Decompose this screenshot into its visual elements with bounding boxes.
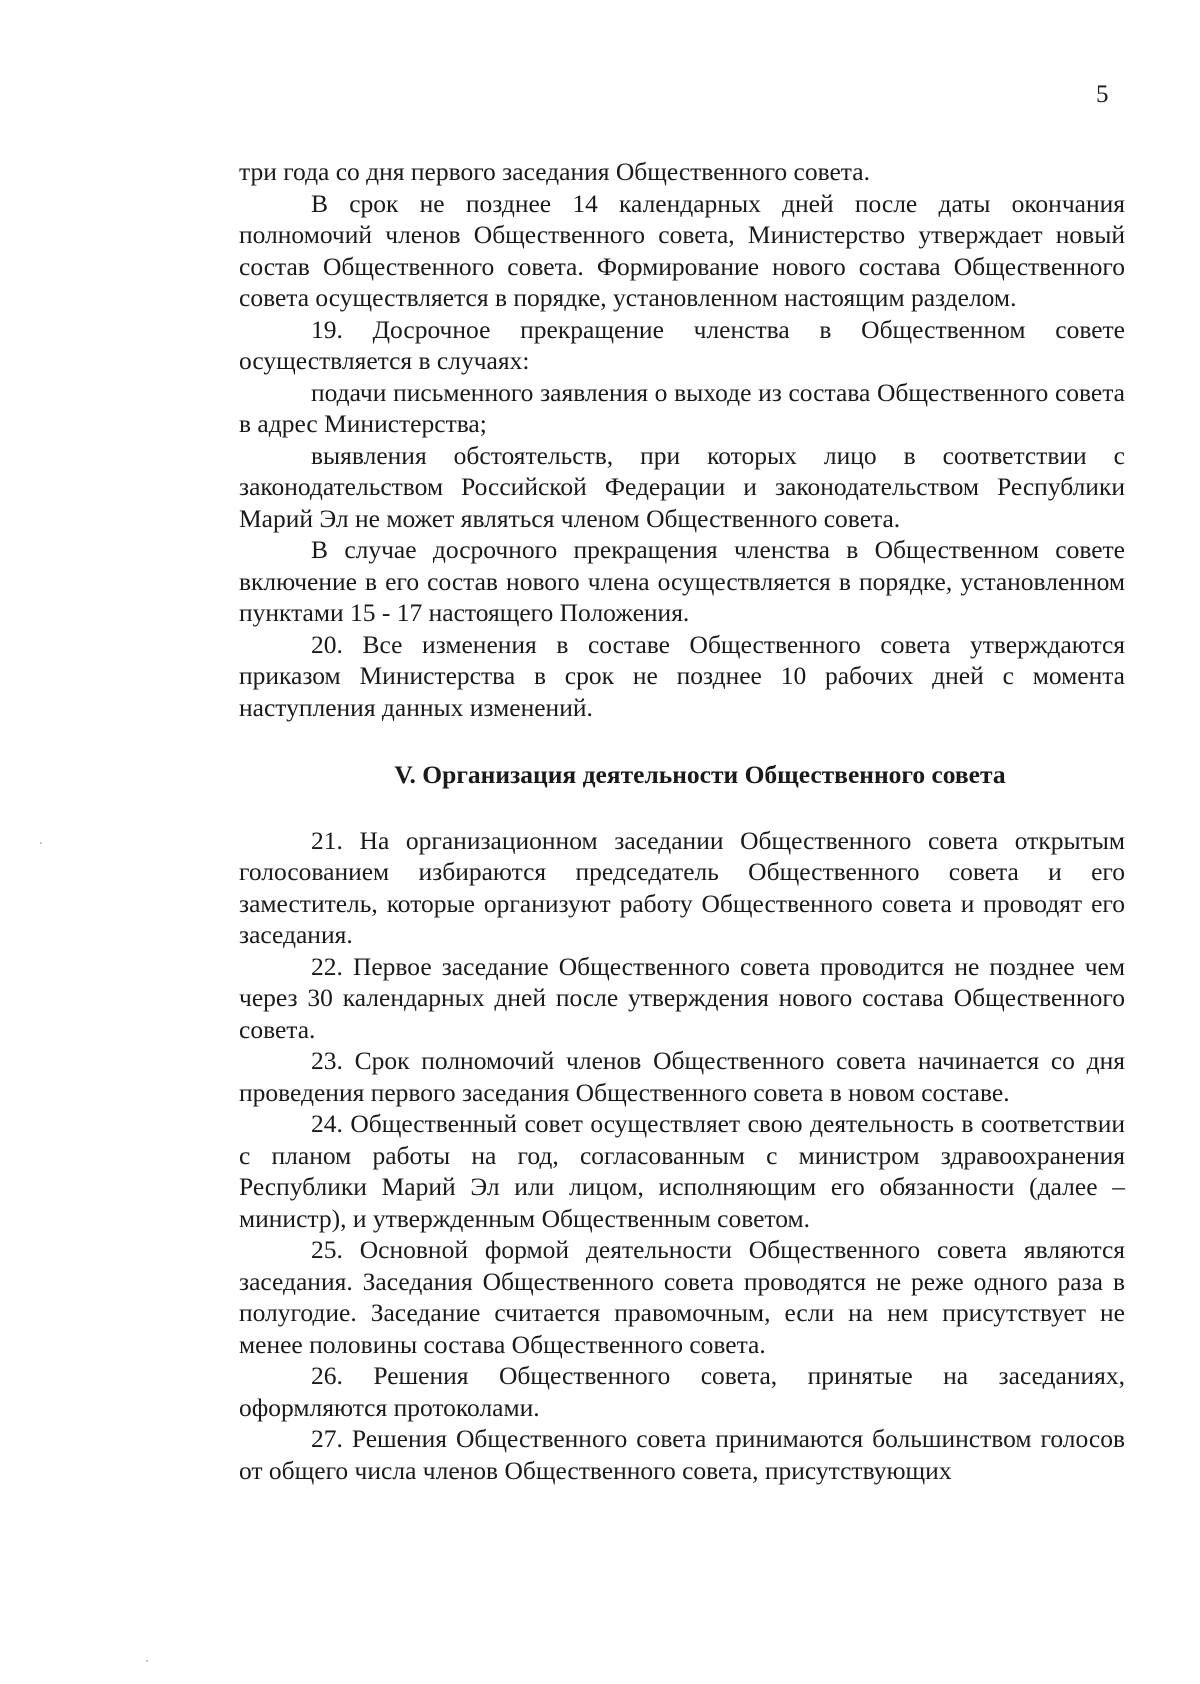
paragraph-item-20: 20. Все изменения в составе Общественного совета утверждаются приказом Министерства в срок не позднее 10 рабочих дней с момента наступления данных изменений. [239,629,1125,722]
scan-speck [40,842,42,844]
paragraph-item-25: 25. Основной формой деятельности Общественного совета являются заседания. Заседания Общественного совета проводятся не реже одного раза в полугодие. Заседание считается правомочным, если на нем присутствует не менее половины состава Общественного совета. [239,1235,1125,1359]
paragraph-item-24: 24. Общественный совет осуществляет свою деятельность в соответствии с планом работы на год, согласованным с министром здравоохранения Республики Марий Эл или лицом, исполняющим его обязанности (далее – министр), и утвержденным Общественным советом. [239,1109,1125,1233]
document-body [239,156,1125,1486]
paragraph: три года со дня первого заседания Общественного совета. [239,157,870,186]
paragraph-item-26: 26. Решения Общественного совета, принятые на заседаниях, оформляются протоколами. [239,1361,1125,1422]
page-number: 5 [1096,81,1109,108]
paragraph: В срок не позднее 14 календарных дней после даты окончания полномочий членов Общественного совета, Министерство утверждает новый состав Общественного совета. Формирование нового состава Общественного совета осуществляется в порядке, установленном настоящим разделом. [239,188,1125,312]
scan-speck [146,1660,148,1662]
paragraph-item-21: 21. На организационном заседании Общественного совета открытым голосованием избираются председатель Общественного совета и его заместитель, которые организуют работу Общественного совета и проводят его заседания. [239,825,1125,949]
paragraph-item-22: 22. Первое заседание Общественного совета проводится не позднее чем через 30 календарных дней после утверждения нового состава Общественного совета. [239,951,1125,1044]
paragraph: В случае досрочного прекращения членства в Общественном совете включение в его состав нового члена осуществляется в порядке, установленном пунктами 15 - 17 настоящего Положения. [239,535,1125,627]
paragraph-item-19: 19. Досрочное прекращение членства в Общественном совете осуществляется в случаях: [239,314,1125,375]
paragraph-item-23: 23. Срок полномочий членов Общественного совета начинается со дня проведения первого заседания Общественного совета в новом составе. [239,1046,1125,1107]
paragraph-item-27: 27. Решения Общественного совета принимаются большинством голосов от общего числа членов Общественного совета, присутствующих [239,1424,1125,1485]
section-heading: V. Организация деятельности Общественного совета [394,760,1006,789]
paragraph: подачи письменного заявления о выходе из состава Общественного совета в адрес Министерства; [239,377,1125,438]
paragraph: выявления обстоятельств, при которых лицо в соответствии с законодательством Российской Федерации и законодательством Республики Марий Эл не может являться членом Общественного совета. [239,440,1125,533]
